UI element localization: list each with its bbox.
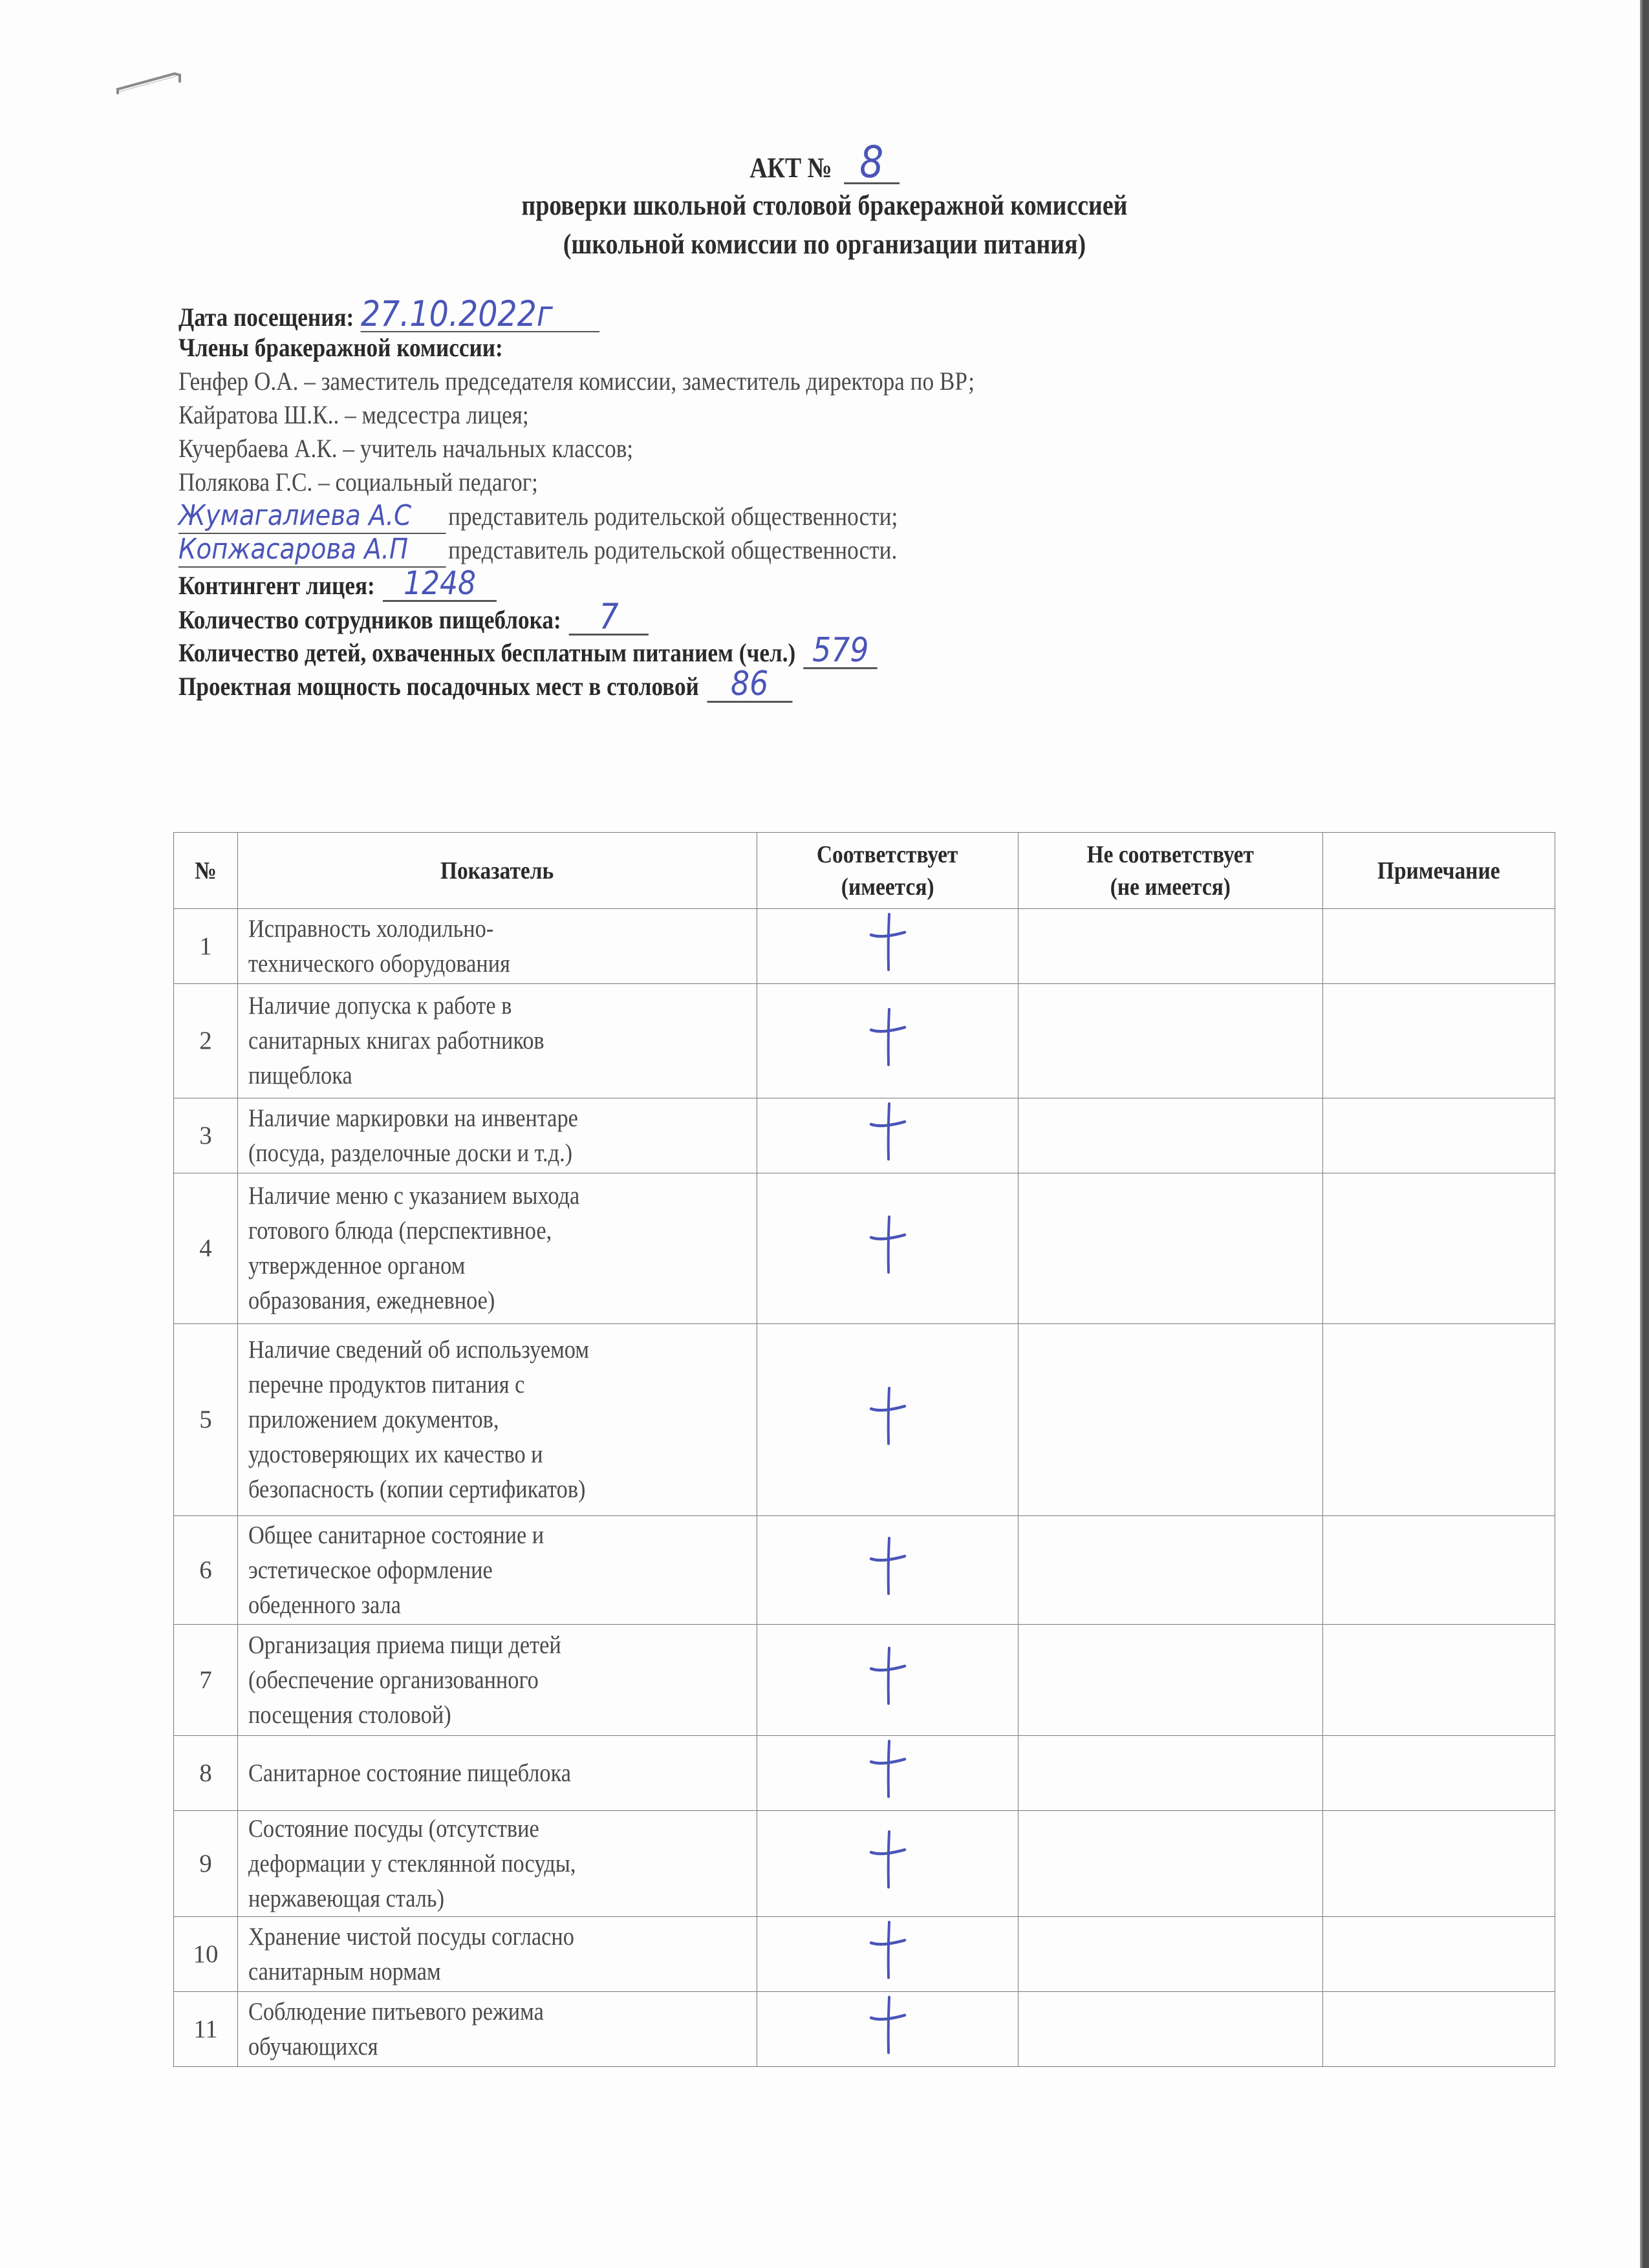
row-note	[1323, 1625, 1555, 1736]
indicator-line: Исправность холодильно-	[248, 914, 494, 943]
indicator-line: безопасность (копии сертификатов)	[248, 1475, 586, 1503]
indicator-line: эстетическое оформление	[248, 1556, 493, 1584]
indicator-line: удостоверяющих их качество и	[248, 1440, 543, 1468]
row-noncompliant	[1018, 1917, 1323, 1992]
row-note	[1323, 1992, 1555, 2067]
row-number: 3	[174, 1098, 238, 1173]
table-row	[174, 1992, 1555, 2067]
indicator-line: деформации у стеклянной посуды,	[248, 1849, 576, 1878]
parent-rep-role: представитель родительской общественности;	[448, 502, 898, 531]
indicator-line: готового блюда (перспективное,	[248, 1217, 552, 1245]
row-compliant	[757, 1173, 1018, 1324]
handwritten-plus-icon	[862, 1533, 914, 1598]
row-indicator	[238, 1173, 757, 1324]
row-note	[1323, 909, 1555, 984]
handwritten-plus-icon	[862, 1826, 914, 1891]
indicator-line: санитарных книгах работников	[248, 1027, 544, 1054]
row-compliant	[757, 1324, 1018, 1516]
indicator-line: образования, ежедневное)	[248, 1287, 495, 1314]
contingent-value: 1248	[383, 566, 497, 602]
act-title	[0, 137, 1649, 188]
indicator-line: Хранение чистой посуды согласно	[248, 1922, 574, 1951]
table-row	[174, 1917, 1555, 1992]
row-indicator	[238, 1992, 757, 2067]
parent-rep-row	[178, 499, 1317, 533]
table-row	[174, 1324, 1555, 1516]
row-indicator	[238, 1811, 757, 1917]
row-compliant	[757, 909, 1018, 984]
row-indicator	[238, 1324, 757, 1516]
row-number: 1	[174, 909, 238, 984]
row-noncompliant	[1018, 1098, 1323, 1173]
contingent-row	[178, 566, 1317, 600]
indicator-line: технического оборудования	[248, 949, 510, 978]
indicator-line: пищеблока	[248, 1062, 352, 1089]
parent-rep-role: представитель родительской общественности.	[448, 535, 898, 564]
parent-rep-name: Жумагалиева А.С	[178, 499, 446, 534]
table-row	[174, 1516, 1555, 1625]
staff-row	[178, 596, 1317, 637]
table-row	[174, 1736, 1555, 1811]
row-noncompliant	[1018, 1516, 1323, 1625]
indicator-line: Общее санитарное состояние и	[248, 1521, 544, 1549]
table-row	[174, 1625, 1555, 1736]
scan-edge	[1640, 0, 1649, 2268]
member-row: Кучербаева А.К. – учитель начальных классов;	[178, 434, 634, 463]
row-note	[1323, 1736, 1555, 1811]
indicator-line: Наличие меню с указанием выхода	[248, 1182, 580, 1210]
staff-value: 7	[569, 600, 649, 636]
row-note	[1323, 1173, 1555, 1324]
seats-label: Проектная мощность посадочных мест в столовой	[178, 672, 699, 701]
row-indicator	[238, 1736, 757, 1811]
row-number: 6	[174, 1516, 238, 1625]
row-compliant	[757, 1992, 1018, 2067]
indicator-line: Соблюдение питьевого режима	[248, 1997, 544, 2026]
row-compliant	[757, 1625, 1018, 1736]
row-note	[1323, 984, 1555, 1098]
row-number: 7	[174, 1625, 238, 1736]
indicator-line: Организация приема пищи детей	[248, 1631, 561, 1659]
row-note	[1323, 1917, 1555, 1992]
handwritten-plus-icon	[862, 1917, 914, 1982]
row-number: 8	[174, 1736, 238, 1811]
row-noncompliant	[1018, 1736, 1323, 1811]
handwritten-plus-icon	[862, 1098, 914, 1163]
indicator-line: (посуда, разделочные доски и т.д.)	[248, 1139, 573, 1167]
row-note	[1323, 1811, 1555, 1917]
indicator-line: перечне продуктов питания с	[248, 1371, 525, 1398]
table-row	[174, 984, 1555, 1098]
handwritten-plus-icon	[862, 1212, 914, 1276]
row-indicator	[238, 1625, 757, 1736]
header-indicator: Показатель	[238, 833, 757, 909]
members-label-row	[178, 331, 1317, 365]
staff-label: Количество сотрудников пищеблока:	[178, 605, 561, 634]
handwritten-plus-icon	[862, 1992, 914, 2057]
parent-rep-name: Копжасарова А.П	[178, 533, 446, 568]
row-noncompliant	[1018, 984, 1323, 1098]
visit-date-value: 27.10.2022г	[361, 297, 600, 332]
row-note	[1323, 1098, 1555, 1173]
row-noncompliant	[1018, 1811, 1323, 1917]
subtitle-2: (школьной комиссии по организации питания)	[563, 228, 1086, 260]
free-meals-value: 579	[804, 634, 878, 669]
seats-row	[178, 667, 1317, 701]
table-header-row	[174, 833, 1555, 909]
row-indicator	[238, 909, 757, 984]
member-row: Полякова Г.С. – социальный педагог;	[178, 467, 538, 497]
row-number: 4	[174, 1173, 238, 1324]
table-row	[174, 1811, 1555, 1917]
handwritten-plus-icon	[862, 909, 914, 974]
indicator-line: приложением документов,	[248, 1406, 499, 1433]
row-noncompliant	[1018, 1625, 1323, 1736]
row-compliant	[757, 1811, 1018, 1917]
row-indicator	[238, 984, 757, 1098]
free-meals-row	[178, 631, 1317, 670]
indicator-line: Наличие сведений об используемом	[248, 1336, 590, 1364]
indicator-line: Наличие допуска к работе в	[248, 992, 512, 1020]
handwritten-plus-icon	[862, 1004, 914, 1069]
parent-rep-row	[178, 533, 1317, 566]
inspection-table	[173, 832, 1555, 2067]
member-row: Кайратова Ш.К.. – медсестра лицея;	[178, 400, 529, 429]
act-label: АКТ №	[749, 152, 832, 184]
info-section	[178, 294, 1472, 703]
indicator-line: санитарным нормам	[248, 1957, 441, 1985]
act-number: 8	[844, 144, 900, 184]
row-compliant	[757, 1516, 1018, 1625]
indicator-line: обеденного зала	[248, 1590, 401, 1619]
indicator-line: Наличие маркировки на инвентаре	[248, 1104, 578, 1132]
table-row	[174, 1098, 1555, 1173]
indicator-line: утвержденное органом	[248, 1252, 466, 1279]
row-noncompliant	[1018, 1173, 1323, 1324]
indicator-line: (обеспечение организованного	[248, 1665, 539, 1694]
row-compliant	[757, 1736, 1018, 1811]
row-compliant	[757, 1917, 1018, 1992]
row-compliant	[757, 1098, 1018, 1173]
subtitle-1: проверки школьной столовой бракеражной комиссией	[521, 189, 1128, 221]
row-noncompliant	[1018, 1324, 1323, 1516]
row-note	[1323, 1324, 1555, 1516]
row-note	[1323, 1516, 1555, 1625]
header-compliant: Соответствует (имеется)	[757, 833, 1018, 909]
row-number: 11	[174, 1992, 238, 2067]
row-indicator	[238, 1917, 757, 1992]
visit-date-row	[178, 294, 1317, 334]
row-number: 9	[174, 1811, 238, 1917]
indicator-line: Состояние посуды (отсутствие	[248, 1814, 539, 1843]
visit-date-label: Дата посещения:	[178, 303, 354, 332]
indicator-line: обучающихся	[248, 2032, 378, 2060]
indicator-line: Санитарное состояние пищеблока	[248, 1759, 571, 1787]
row-indicator	[238, 1098, 757, 1173]
indicator-line: нержавеющая сталь)	[248, 1884, 445, 1912]
header-num: №	[174, 833, 238, 909]
member-row: Генфер О.А. – заместитель председателя комиссии, заместитель директора по ВР;	[178, 367, 975, 396]
header-note: Примечание	[1323, 833, 1555, 909]
row-indicator	[238, 1516, 757, 1625]
handwritten-plus-icon	[862, 1383, 914, 1448]
header-noncompliant: Не соответствует (не имеется)	[1018, 833, 1323, 909]
row-number: 5	[174, 1324, 238, 1516]
row-number: 10	[174, 1917, 238, 1992]
indicator-line: посещения столовой)	[248, 1700, 451, 1729]
row-compliant	[757, 984, 1018, 1098]
members-label: Члены бракеражной комиссии:	[178, 333, 503, 362]
contingent-label: Контингент лицея:	[178, 571, 375, 600]
row-number: 2	[174, 984, 238, 1098]
handwritten-plus-icon	[862, 1643, 914, 1707]
staple-icon	[114, 70, 185, 96]
row-noncompliant	[1018, 909, 1323, 984]
table-row	[174, 909, 1555, 984]
row-noncompliant	[1018, 1992, 1323, 2067]
handwritten-plus-icon	[862, 1736, 914, 1801]
free-meals-label: Количество детей, охваченных бесплатным питанием (чел.)	[178, 638, 796, 667]
seats-value: 86	[707, 667, 792, 703]
table-row	[174, 1173, 1555, 1324]
